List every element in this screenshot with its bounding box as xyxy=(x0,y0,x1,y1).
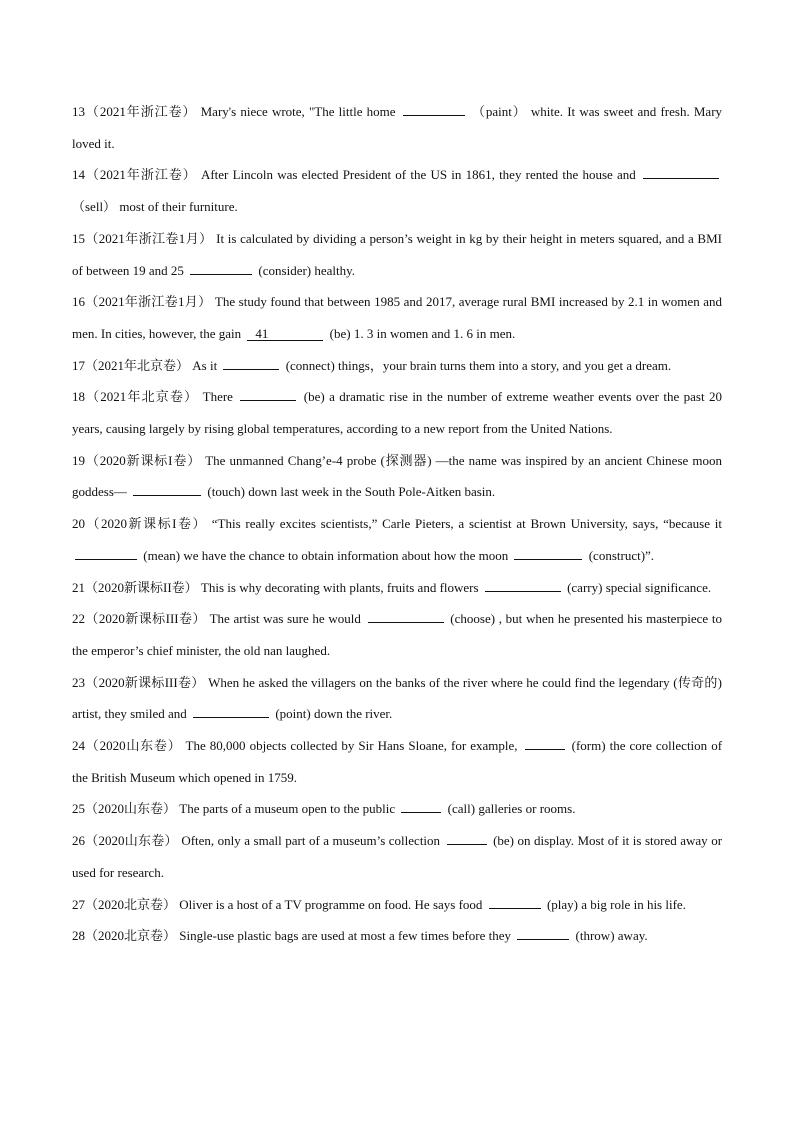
question-number: 28（2020北京卷） xyxy=(72,928,177,944)
question-number: 18（2021年北京卷） xyxy=(72,389,199,405)
answer-blank[interactable] xyxy=(368,609,444,623)
question-number: 24（2020山东卷） xyxy=(72,738,182,754)
question-22: 22（2020新课标III卷） The artist was sure he would (choose) , but when he presented his masterpiece to the emperor’s chief minister, the old nan laughed. xyxy=(72,611,722,658)
question-21: 21（2020新课标II卷） This is why decorating with plants, fruits and flowers (carry) special significance. xyxy=(72,579,712,595)
question-number: 25（2020山东卷） xyxy=(72,801,177,817)
question-number: 14（2021年浙江卷） xyxy=(72,167,197,183)
answer-blank[interactable] xyxy=(485,578,561,592)
question-25: 25（2020山东卷） The parts of a museum open to the public (call) galleries or rooms. xyxy=(72,801,576,817)
question-number: 20（2020新课标I卷） xyxy=(72,516,207,532)
answer-blank[interactable] xyxy=(517,926,569,940)
question-13: 13（2021年浙江卷） Mary's niece wrote, "The little home （paint） white. It was sweet and fresh. Mary loved it. xyxy=(72,104,723,151)
question-27: 27（2020北京卷） Oliver is a host of a TV programme on food. He says food (play) a big role in his life. xyxy=(72,896,686,912)
question-number: 16（2021年浙江卷1月） xyxy=(72,294,212,310)
question-number: 17（2021年北京卷） xyxy=(72,357,190,373)
question-26: 26（2020山东卷） Often, only a small part of a museum’s collection (be) on display. Most of it is stored away or used for research. xyxy=(72,833,723,880)
question-number: 15（2021年浙江卷1月） xyxy=(72,230,213,246)
answer-blank[interactable] xyxy=(223,356,279,370)
answer-blank[interactable] xyxy=(447,831,487,845)
answer-blank[interactable] xyxy=(190,261,252,275)
question-18: 18（2021年北京卷） There (be) a dramatic rise in the number of extreme weather events over the past 20 years, causing largely by rising global temperatures, according to a new report from the United Nations. xyxy=(72,389,723,437)
answer-blank[interactable]: 41 xyxy=(247,327,323,341)
answer-blank[interactable] xyxy=(401,799,441,813)
question-23: 23（2020新课标III卷） When he asked the villagers on the banks of the river where he could find the legendary (传奇的) artist, they smiled and (point) down the river. xyxy=(72,674,722,722)
answer-blank[interactable] xyxy=(403,102,465,116)
question-number: 23（2020新课标III卷） xyxy=(72,674,205,690)
answer-blank-2[interactable] xyxy=(514,546,582,560)
question-16: 16（2021年浙江卷1月） The study found that between 1985 and 2017, average rural BMI increased by 2.1 in women and men. In cities, however, the gain 41 (be) 1. 3 in women and 1. 6 in men. xyxy=(72,294,722,341)
answer-blank[interactable] xyxy=(75,546,137,560)
question-24: 24（2020山东卷） The 80,000 objects collected by Sir Hans Sloane, for example, (form) the core collection of the British Museum which opened in 1759. xyxy=(72,738,723,785)
question-number: 22（2020新课标III卷） xyxy=(72,611,206,627)
question-number: 19（2020新课标I卷） xyxy=(72,452,202,468)
question-20: 20（2020新课标I卷） “This really excites scientists,” Carle Pieters, a scientist at Brown University, says, “because it (mean) we have the chance to obtain information about how the moon (construct)”. xyxy=(72,516,723,563)
question-17: 17（2021年北京卷） As it (connect) things，your brain turns them into a story, and you get a dream. xyxy=(72,357,672,373)
answer-blank[interactable] xyxy=(525,736,565,750)
question-list xyxy=(72,96,722,952)
answer-blank[interactable] xyxy=(240,387,296,401)
answer-blank[interactable] xyxy=(133,482,201,496)
answer-blank[interactable] xyxy=(643,165,719,179)
question-14: 14（2021年浙江卷） After Lincoln was elected President of the US in 1861, they rented the house and （sell） most of their furniture. xyxy=(72,159,722,222)
question-number: 27（2020北京卷） xyxy=(72,896,177,912)
question-number: 26（2020山东卷） xyxy=(72,833,178,849)
question-15: 15（2021年浙江卷1月） It is calculated by dividing a person’s weight in kg by their height in meters squared, and a BMI of between 19 and 25 (consider) healthy. xyxy=(72,230,722,278)
question-19: 19（2020新课标I卷） The unmanned Chang’e-4 probe (探测器) —the name was inspired by an ancient Chinese moon goddess— (touch) down last week in the South Pole-Aitken basin. xyxy=(72,452,723,500)
question-number: 21（2020新课标II卷） xyxy=(72,579,198,595)
question-number: 13（2021年浙江卷） xyxy=(72,104,197,119)
answer-blank[interactable] xyxy=(489,895,541,909)
question-28: 28（2020北京卷） Single-use plastic bags are used at most a few times before they (throw) away. xyxy=(72,928,648,944)
answer-blank[interactable] xyxy=(193,704,269,718)
